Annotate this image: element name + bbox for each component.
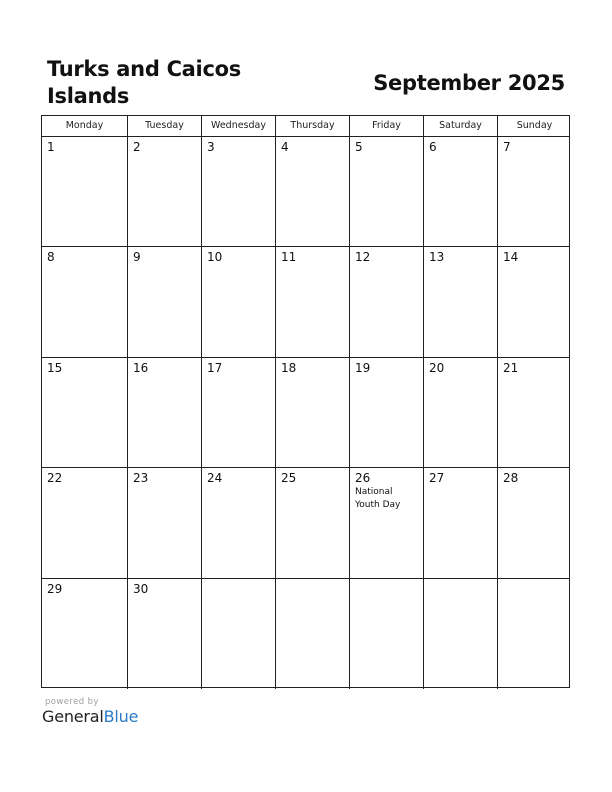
day-number: 28 bbox=[503, 471, 519, 486]
day-cell bbox=[201, 247, 275, 356]
day-number: 7 bbox=[503, 140, 511, 154]
day-number: 6 bbox=[429, 140, 437, 154]
day-number: 5 bbox=[355, 140, 363, 154]
day-number: 4 bbox=[281, 140, 289, 154]
day-number: 22 bbox=[47, 471, 63, 486]
day-cell bbox=[275, 247, 349, 356]
day-number: 23 bbox=[133, 471, 149, 486]
calendar-grid bbox=[41, 115, 570, 688]
day-cell bbox=[127, 358, 201, 467]
day-cell bbox=[497, 358, 571, 467]
brand-blue-text: Blue bbox=[103, 707, 139, 726]
day-cell-empty bbox=[275, 579, 349, 689]
day-cell bbox=[201, 358, 275, 467]
weekday-friday: Friday bbox=[349, 116, 423, 136]
day-number: 18 bbox=[281, 360, 297, 375]
day-cell bbox=[423, 358, 497, 467]
day-cell bbox=[349, 137, 423, 246]
day-cell bbox=[42, 358, 127, 467]
day-number: 30 bbox=[133, 581, 149, 596]
day-cell bbox=[497, 137, 571, 246]
month-year-title: September 2025 bbox=[373, 71, 565, 95]
day-number: 9 bbox=[133, 250, 141, 265]
weekday-monday: Monday bbox=[65, 120, 104, 131]
day-cell-empty bbox=[497, 579, 571, 689]
weekday-tuesday: Tuesday bbox=[127, 116, 201, 136]
country-title-line1: Turks and Caicos bbox=[47, 57, 241, 81]
day-cell bbox=[275, 137, 349, 246]
day-cell bbox=[275, 468, 349, 577]
week-row-3 bbox=[42, 358, 569, 468]
weekday-wednesday: Wednesday bbox=[201, 116, 275, 136]
day-cell-empty bbox=[423, 579, 497, 689]
day-cell bbox=[349, 358, 423, 467]
day-cell bbox=[275, 358, 349, 467]
powered-by-text: powered by bbox=[45, 697, 99, 707]
day-cell bbox=[127, 137, 201, 246]
day-cell bbox=[423, 247, 497, 356]
day-number: 26 bbox=[355, 471, 371, 486]
day-cell bbox=[349, 247, 423, 356]
day-number: 16 bbox=[133, 360, 149, 375]
week-row-2 bbox=[42, 247, 569, 357]
day-number: 11 bbox=[281, 250, 297, 265]
country-title-line2: Islands bbox=[47, 84, 130, 108]
day-cell bbox=[127, 247, 201, 356]
day-cell bbox=[42, 468, 127, 577]
day-number: 21 bbox=[503, 360, 519, 375]
day-number: 2 bbox=[133, 140, 141, 154]
day-number: 29 bbox=[47, 581, 63, 596]
day-cell bbox=[42, 247, 127, 356]
week-row-4 bbox=[42, 468, 569, 578]
week-row-5 bbox=[42, 579, 569, 689]
weekday-sunday: Sunday bbox=[497, 116, 571, 136]
weekday-thursday: Thursday bbox=[275, 116, 349, 136]
day-cell bbox=[497, 468, 571, 577]
day-number: 24 bbox=[207, 471, 223, 486]
generalblue-logo[interactable] bbox=[42, 707, 138, 727]
brand-general-text: General bbox=[42, 707, 104, 726]
day-cell bbox=[127, 468, 201, 577]
weekday-header-row bbox=[42, 116, 569, 137]
weekday-saturday: Saturday bbox=[423, 116, 497, 136]
day-number: 13 bbox=[429, 250, 445, 265]
day-number: 12 bbox=[355, 250, 371, 265]
day-number: 1 bbox=[47, 140, 55, 154]
day-cell bbox=[127, 579, 201, 689]
day-number: 10 bbox=[207, 250, 223, 265]
footer-branding bbox=[42, 697, 138, 727]
day-cell bbox=[42, 579, 127, 689]
day-cell bbox=[201, 468, 275, 577]
day-cell bbox=[349, 468, 423, 577]
week-row-1 bbox=[42, 137, 569, 247]
day-cell bbox=[201, 137, 275, 246]
day-number: 17 bbox=[207, 360, 223, 375]
day-number: 15 bbox=[47, 360, 63, 375]
day-cell-empty bbox=[349, 579, 423, 689]
day-cell bbox=[423, 468, 497, 577]
country-title bbox=[47, 56, 267, 110]
day-number: 20 bbox=[429, 360, 445, 375]
day-cell-empty bbox=[201, 579, 275, 689]
day-number: 25 bbox=[281, 471, 297, 486]
day-cell bbox=[423, 137, 497, 246]
day-number: 14 bbox=[503, 250, 519, 265]
day-number: 3 bbox=[207, 140, 215, 154]
day-number: 27 bbox=[429, 471, 445, 486]
day-cell bbox=[497, 247, 571, 356]
day-cell bbox=[42, 137, 127, 246]
holiday-label: National Youth Day bbox=[355, 487, 401, 511]
day-number: 8 bbox=[47, 250, 55, 265]
day-number: 19 bbox=[355, 360, 371, 375]
